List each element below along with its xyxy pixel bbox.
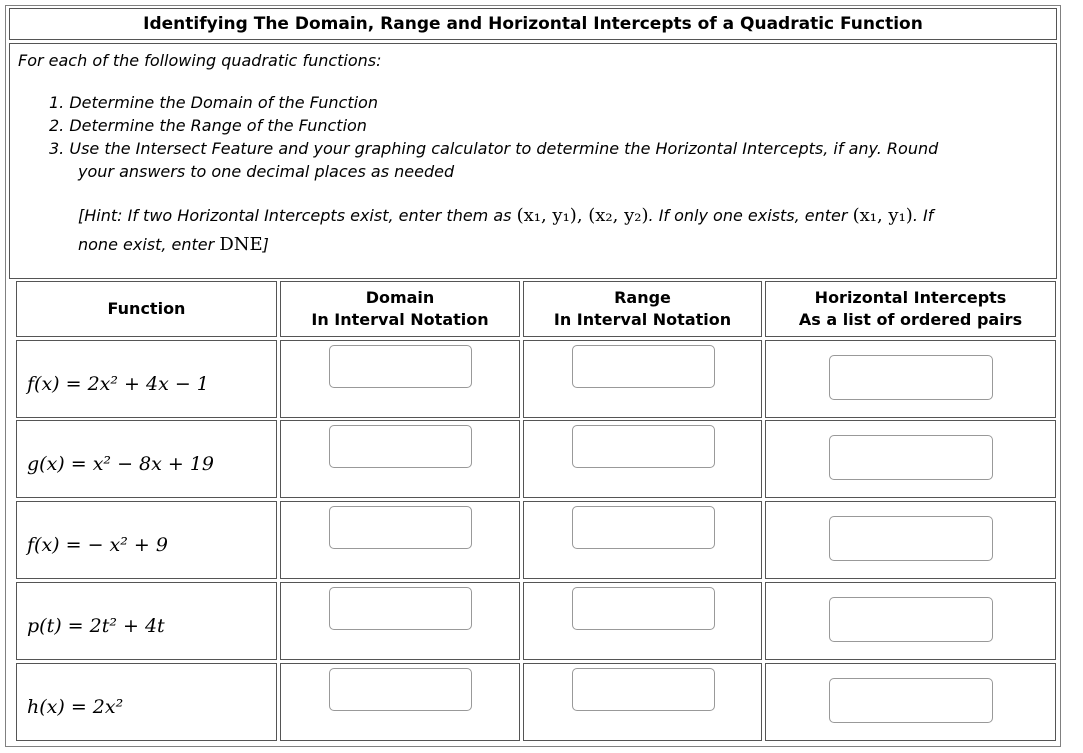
hint-math: DNE (219, 234, 263, 255)
hint-math: (x₁, y₁), (x₂, y₂) (516, 205, 649, 226)
instructions (9, 43, 1057, 279)
header-range (523, 281, 762, 337)
hint-text: . If (912, 206, 934, 225)
step-1: 1. Determine the Domain of the Function (49, 93, 378, 112)
intercepts-input[interactable] (829, 597, 993, 642)
function-cell (16, 420, 277, 498)
hint-text: [Hint: If two Horizontal Intercepts exist, enter them as (78, 206, 517, 225)
step-3-cont: your answers to one decimal places as needed (78, 162, 455, 181)
hint-line-1 (78, 205, 933, 226)
hint-text: ] (262, 235, 269, 254)
domain-input[interactable] (329, 345, 472, 388)
domain-input[interactable] (329, 506, 472, 549)
header-label: Horizontal Intercepts (814, 288, 1007, 307)
function-expression: f(x) = 2x² + 4x − 1 (27, 373, 209, 395)
domain-input[interactable] (329, 425, 472, 468)
header-label: Function (107, 299, 186, 318)
header-label: Domain (365, 288, 435, 307)
function-cell (16, 501, 277, 579)
header-label: As a list of ordered pairs (798, 310, 1023, 329)
range-input[interactable] (572, 668, 715, 711)
header-intercepts (765, 281, 1056, 337)
hint-text: none exist, enter (78, 235, 220, 254)
header-label: Range (614, 288, 671, 307)
function-cell (16, 340, 277, 418)
intercepts-input[interactable] (829, 516, 993, 561)
range-input[interactable] (572, 506, 715, 549)
header-label: In Interval Notation (311, 310, 489, 329)
step-3: 3. Use the Intersect Feature and your graphing calculator to determine the Horizontal Intercepts, if any. Round (49, 139, 939, 158)
hint-text: . If only one exists, enter (648, 206, 853, 225)
intercepts-input[interactable] (829, 435, 993, 480)
intercepts-input[interactable] (829, 678, 993, 723)
function-cell (16, 582, 277, 660)
intercepts-input[interactable] (829, 355, 993, 400)
step-2: 2. Determine the Range of the Function (49, 116, 367, 135)
function-expression: f(x) = − x² + 9 (27, 534, 168, 556)
function-expression: p(t) = 2t² + 4t (27, 615, 165, 637)
range-input[interactable] (572, 425, 715, 468)
header-label: In Interval Notation (553, 310, 732, 329)
instructions-intro: For each of the following quadratic functions: (18, 51, 382, 70)
domain-input[interactable] (329, 587, 472, 630)
header-domain (280, 281, 520, 337)
domain-input[interactable] (329, 668, 472, 711)
hint-math: (x₁, y₁) (852, 205, 913, 226)
range-input[interactable] (572, 345, 715, 388)
function-expression: g(x) = x² − 8x + 19 (27, 453, 215, 475)
hint-line-2 (78, 234, 269, 255)
function-expression: h(x) = 2x² (27, 696, 124, 718)
function-cell (16, 663, 277, 741)
header-function (16, 281, 277, 337)
range-input[interactable] (572, 587, 715, 630)
page-title: Identifying The Domain, Range and Horizontal Intercepts of a Quadratic Function (9, 8, 1057, 40)
